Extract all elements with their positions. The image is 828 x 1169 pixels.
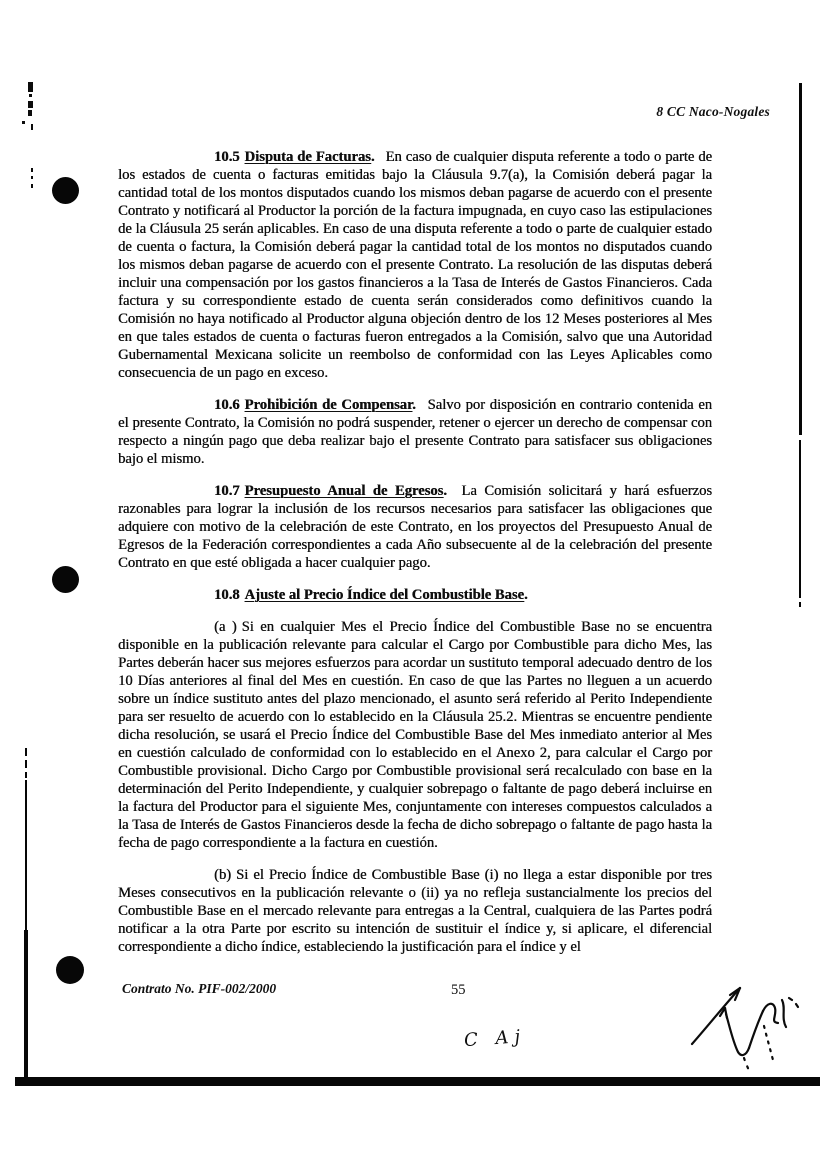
section-number: 10.8 [214,587,240,603]
section-10-5 [118,148,712,382]
scan-line-left [25,772,27,778]
section-title-period: . [443,483,447,499]
section-heading [214,483,447,499]
section-title-period: . [523,587,528,603]
scan-noise-mark [31,184,33,188]
subsection-label: (a ) [214,619,237,635]
signature-scribble [686,980,814,1078]
section-number: 10.5 [214,149,240,165]
subsection-body: Si en cualquier Mes el Precio Índice del Combustible Base no se encuentra disponible en la publicación relevante para calcular el Cargo por Combustible para dicho Mes, las Partes deberán hacer sus mejores esfuerzos para acordar un sustituto temporal adecuado dentro de los 10 Días anteriores al final del Mes en cuestión. En caso de que las Partes no lleguen a un acuerdo sobre un índice sustituto antes del plazo mencionado, el asunto será referido al Perito Independiente para ser resuelto de acuerdo con lo establecido en la Cláusula 25.2. Mientras se encuentre pendiente dicha resolución, se usará el Precio Índice del Combustible Base del Mes inmediato anterior al Mes en cuestión calculado de conformidad con lo establecido en el Anexo 2, para calcular el Cargo por Combustible provisional. Dicho Cargo por Combustible provisional será recalculado con base en la determinación del Perito Independiente, y cualquier sobrepago o faltante de pago deberá incluirse en la factura del Productor para el siguiente Mes, conjuntamente con intereses compuestos calculados a la Tasa de Interés de Gastos Financieros desde la fecha de dicho sobrepago o faltante de pago hasta la fecha de pago correspondiente a la factura en cuestión. [118,619,712,851]
subsection-body: Si el Precio Índice de Combustible Base (i) no llega a estar disponible por tres Meses consecutivos en la publicación relevante o (ii) ya no refleja sustancialmente los precios del Combustible Base en el mercado relevante para entregas a la Central, cualquiera de las Partes podrá notificar a la otra Parte por escrito su intención de sustituir el índice y, si aplicare, el diferencial correspondiente a dicho índice, estableciendo la justificación para el índice y el [118,867,712,955]
scan-noise-mark [31,124,33,130]
punch-hole [52,177,79,204]
subsection-a [118,618,712,852]
section-body: Salvo por disposición en contrario contenida en el presente Contrato, la Comisión no podrá suspender, retener o ejercer un derecho de compensar con respecto a ningún pago que deba realizar bajo el presente Contrato para satisfacer sus obligaciones bajo el mismo. [118,397,712,467]
section-number: 10.6 [214,397,240,413]
section-body: La Comisión solicitará y hará esfuerzos razonables para lograr la inclusión de los recursos necesarios para satisfacer las obligaciones que adquiere con motivo de la celebración de este Contrato, en los proyectos del Presupuesto Anual de Egresos de la Federación correspondientes a cada Año subsecuente al de la celebración del presente Contrato en que esté obligada a hacer cualquier pago. [118,483,712,571]
section-title: Ajuste al Precio Índice del Combustible Base [244,587,524,603]
section-title: Presupuesto Anual de Egresos [244,483,444,499]
punch-hole [56,956,84,984]
scan-line-right [799,83,802,435]
section-10-7 [118,482,712,572]
handwritten-initials: C Aj [463,1025,527,1052]
section-heading [214,149,375,165]
punch-hole [52,566,79,593]
scan-bottom-bar [15,1077,820,1086]
section-title: Disputa de Facturas [244,149,371,165]
header-doc-tag: 8 CC Naco-Nogales [656,104,770,119]
scan-noise-mark [22,121,25,124]
section-10-8 [118,586,712,604]
section-10-6 [118,396,712,468]
scan-noise-mark [28,110,32,116]
scan-noise-mark [28,82,33,92]
scan-line-left [24,930,28,1080]
document-body [118,148,712,970]
section-title-period: . [412,397,416,413]
scan-noise-mark [28,101,33,108]
scan-line-right [799,440,801,598]
scan-noise-mark [31,168,33,172]
scan-line-left [25,760,27,768]
subsection-label: (b) [214,867,232,883]
section-number: 10.7 [214,483,240,499]
section-title: Prohibición de Compensar [244,397,413,413]
scan-noise-mark [29,94,32,97]
scan-line-right [799,602,801,607]
section-heading [214,587,528,603]
page-number: 55 [451,982,466,998]
scan-noise-mark [31,176,33,179]
section-title-period: . [370,149,375,165]
subsection-b [118,866,712,956]
footer-contract-number: Contrato No. PIF-002/2000 [122,981,277,996]
scan-line-left [25,748,27,756]
section-body: En caso de cualquier disputa referente a todo o parte de los estados de cuenta o facturas emitidas bajo la Cláusula 9.7(a), la Comisión deberá pagar la cantidad total de los montos disputados cuando los mismos deban pagarse de acuerdo con el presente Contrato y notificará al Productor la porción de la factura impugnada, en cuyo caso las estipulaciones de la Cláusula 25 serán aplicables. En caso de una disputa referente a todo o parte de cualquier estado de cuenta o factura, la Comisión deberá pagar la cantidad total de los montos no disputados cuando los mismos deban pagarse de acuerdo con el presente Contrato. La resolución de las disputas deberá incluir una compensación por los gastos financieros a la Tasa de Interés de Gastos Financieros. Cada factura y su correspondiente estado de cuenta serán considerados como definitivos cuando la Comisión no haya notificado al Productor alguna objeción dentro de los 12 Meses posteriores al Mes en que tales estados de cuenta o facturas fueron entregados a la Comisión, salvo que una Autoridad Gubernamental Mexicana solicite un reembolso de conformidad con las Leyes Aplicables como consecuencia de un pago en exceso. [118,149,712,381]
section-heading [214,397,416,413]
